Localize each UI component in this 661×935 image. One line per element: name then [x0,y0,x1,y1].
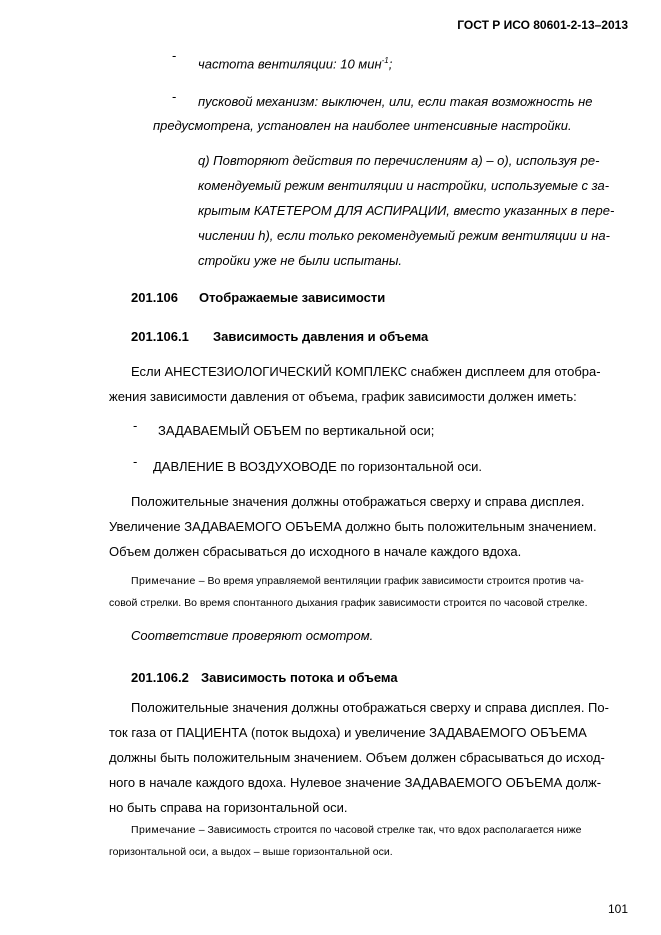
section-title: Зависимость потока и объема [201,670,398,685]
section-heading-201-106 [131,285,629,310]
section-heading-201-106-2 [131,665,629,690]
section-number: 201.106.2 [131,670,189,685]
paragraph-line: Если АНЕСТЕЗИОЛОГИЧЕСКИЙ КОМПЛЕКС снабжен дисплеем для отобра- [131,364,601,379]
note-sep: – [195,824,208,836]
paragraph-line: Увеличение ЗАДАВАЕМОГО ОБЪЕМА должно быть положительным значением. [109,519,597,534]
paragraph-pressure-volume [109,359,629,409]
paragraph-line: но быть справа на горизонтальной оси. [109,800,348,815]
paragraph-line: Объем должен сбрасываться до исходного в начале каждого вдоха. [109,544,522,559]
list-item-trigger-line2: предусмотрена, установлен на наиболее интенсивные настройки. [153,118,572,133]
note-line [109,819,629,841]
paragraph-line: Положительные значения должны отображаться сверху и справа дисплея. [131,494,585,509]
paragraph-flow-volume [109,695,629,820]
item-q-line: крытым КАТЕТЕРОМ ДЛЯ АСПИРАЦИИ, вместо указанных в пере- [198,203,615,218]
item-q-line: числении h), если только рекомендуемый режим вентиляции и на- [198,228,610,243]
page-number: 101 [607,902,628,916]
note-line: горизонтальной оси, а выдох – выше горизонтальной оси. [109,846,393,858]
paragraph-line: ного в начале каждого вдоха. Нулевое значение ЗАДАВАЕМОГО ОБЪЕМА долж- [109,775,602,790]
list-dash: - [133,418,138,433]
note-line [109,570,629,592]
item-q-line: q) Повторяют действия по перечислениям a) – o), используя ре- [198,153,600,168]
vent-rate-sup: -1 [381,56,389,65]
list-item-vent-rate [198,48,618,76]
list-item-q [198,148,629,273]
document-header: ГОСТ Р ИСО 80601-2-13–2013 [457,18,628,32]
note-line: совой стрелки. Во время спонтанного дыхания график зависимости строится по часовой стрелке. [109,597,588,609]
note-label: Примечание [131,824,196,836]
paragraph-line: жения зависимости давления от объема, график зависимости должен иметь: [109,389,577,404]
bullet-volume-axis: ЗАДАВАЕМЫЙ ОБЪЕМ по вертикальной оси; [158,423,435,438]
section-number: 201.106.1 [131,329,189,344]
paragraph-line: должны быть положительным значением. Объем должен сбрасываться до исход- [109,750,605,765]
note-sep: – [195,575,208,587]
list-dash: - [133,454,138,469]
note-text: Во время управляемой вентиляции график зависимости строится против ча- [207,575,584,587]
section-title: Отображаемые зависимости [199,290,386,305]
paragraph-positive-values [109,489,629,564]
vent-rate-text: частота вентиляции: 10 мин [198,56,382,72]
vent-rate-tail: ; [388,56,393,72]
list-dash: - [172,48,177,63]
conformity-statement: Соответствие проверяют осмотром. [131,628,374,643]
note-2 [109,819,629,863]
item-q-line: стройки уже не были испытаны. [198,253,403,268]
note-1 [109,570,629,614]
bullet-pressure-axis: ДАВЛЕНИЕ В ВОЗДУХОВОДЕ по горизонтальной оси. [153,459,482,474]
section-heading-201-106-1 [131,324,629,349]
section-number: 201.106 [131,290,178,305]
list-dash: - [172,89,177,104]
section-title: Зависимость давления и объема [213,329,429,344]
paragraph-line: ток газа от ПАЦИЕНТА (поток выдоха) и увеличение ЗАДАВАЕМОГО ОБЪЕМА [109,725,587,740]
list-item-trigger-line1: пусковой механизм: выключен, или, если такая возможность не [198,94,593,109]
note-text: Зависимость строится по часовой стрелке так, что вдох располагается ниже [207,824,582,836]
note-label: Примечание [131,575,196,587]
paragraph-line: Положительные значения должны отображаться сверху и справа дисплея. По- [131,700,609,715]
item-q-line: комендуемый режим вентиляции и настройки, используемые с за- [198,178,610,193]
